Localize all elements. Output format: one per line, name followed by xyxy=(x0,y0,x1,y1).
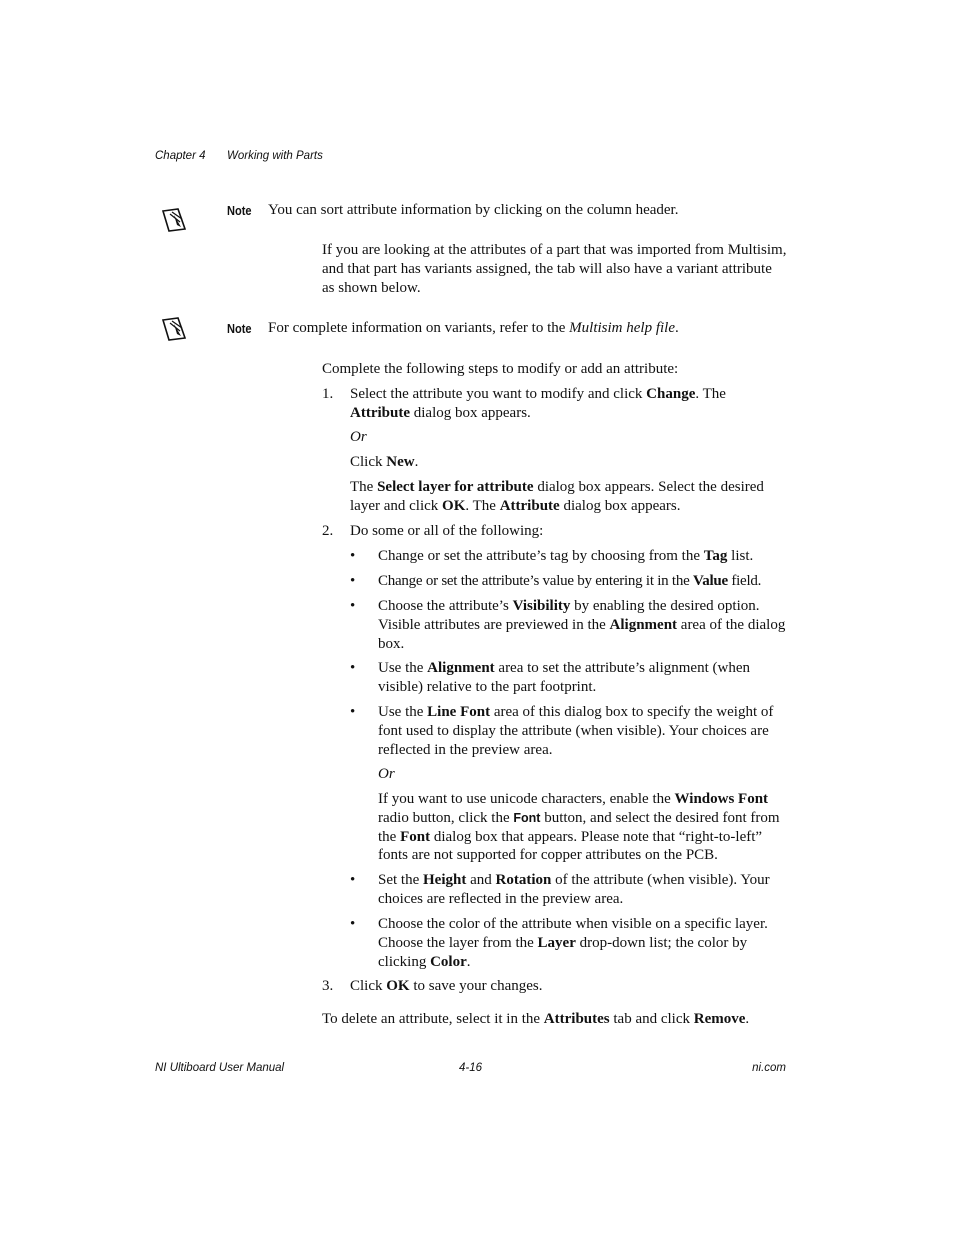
step-text: Click New. xyxy=(350,454,419,470)
step-number: 2. xyxy=(322,523,334,539)
bullet: • xyxy=(350,660,356,676)
or-text: Or xyxy=(350,429,367,445)
bullet: • xyxy=(350,598,356,614)
step-number: 3. xyxy=(322,978,334,994)
note-pencil-icon xyxy=(160,315,188,343)
step-text: Click OK to save your changes. xyxy=(350,978,543,994)
help-file-reference: Multisim help file xyxy=(569,320,675,336)
footer-manual-title: NI Ultiboard User Manual xyxy=(155,1062,285,1074)
step-text: The Select layer for attribute dialog box appears. Select the desired layer and click OK. The Attribute dialog box appears. xyxy=(350,479,764,514)
header-title: Working with Parts xyxy=(227,150,323,162)
list-item: Choose the attribute’s Visibility by enabling the desired option. Visible attributes are previewed in the Alignment area of the dialog box. xyxy=(378,598,786,652)
bullet: • xyxy=(350,704,356,720)
bullet: • xyxy=(350,916,356,932)
note-pencil-icon xyxy=(160,206,188,234)
steps-intro: Complete the following steps to modify or add an attribute: xyxy=(322,361,679,377)
note-label: Note xyxy=(227,203,252,218)
paragraph-variants: If you are looking at the attributes of a part that was imported from Multisim, and that part has variants assigned, the tab will also have a variant attribute as shown below. xyxy=(322,242,787,296)
list-item: Use the Line Font area of this dialog box to specify the weight of font used to display the attribute (when visible). Your choices are reflected in the preview area. xyxy=(378,704,774,758)
footer-site-link[interactable]: ni.com xyxy=(752,1062,786,1074)
bullet: • xyxy=(350,872,356,888)
list-item: Change or set the attribute’s value by entering it in the Value field. xyxy=(378,573,762,589)
list-item: Use the Alignment area to set the attribute’s alignment (when visible) relative to the part footprint. xyxy=(378,660,750,695)
note-text: You can sort attribute information by clicking on the column header. xyxy=(268,202,679,218)
list-item: Change or set the attribute’s tag by choosing from the Tag list. xyxy=(378,548,754,564)
list-item: Set the Height and Rotation of the attribute (when visible). Your choices are reflected in the preview area. xyxy=(378,872,770,907)
list-item: Choose the color of the attribute when visible on a specific layer. Choose the layer from the Layer drop-down list; the color by clicking Color. xyxy=(378,916,768,970)
list-item-continuation: If you want to use unicode characters, enable the Windows Font radio button, click the Font button, and select the desired font from the Font dialog box that appears. Please note that “right-to-left” fonts are not supported for copper attributes on the PCB. xyxy=(378,791,780,864)
step-number: 1. xyxy=(322,386,334,402)
or-text: Or xyxy=(378,766,395,782)
bullet: • xyxy=(350,573,356,589)
step-text: Do some or all of the following: xyxy=(350,523,544,539)
step-text: Select the attribute you want to modify and click Change. The Attribute dialog box appears. xyxy=(350,386,726,421)
footer-page-number: 4-16 xyxy=(459,1062,483,1074)
header-chapter: Chapter 4 xyxy=(155,150,206,162)
bullet: • xyxy=(350,548,356,564)
note-text: For complete information on variants, refer to the Multisim help file. xyxy=(268,320,679,336)
note-label: Note xyxy=(227,321,252,336)
delete-instruction: To delete an attribute, select it in the Attributes tab and click Remove. xyxy=(322,1011,750,1027)
